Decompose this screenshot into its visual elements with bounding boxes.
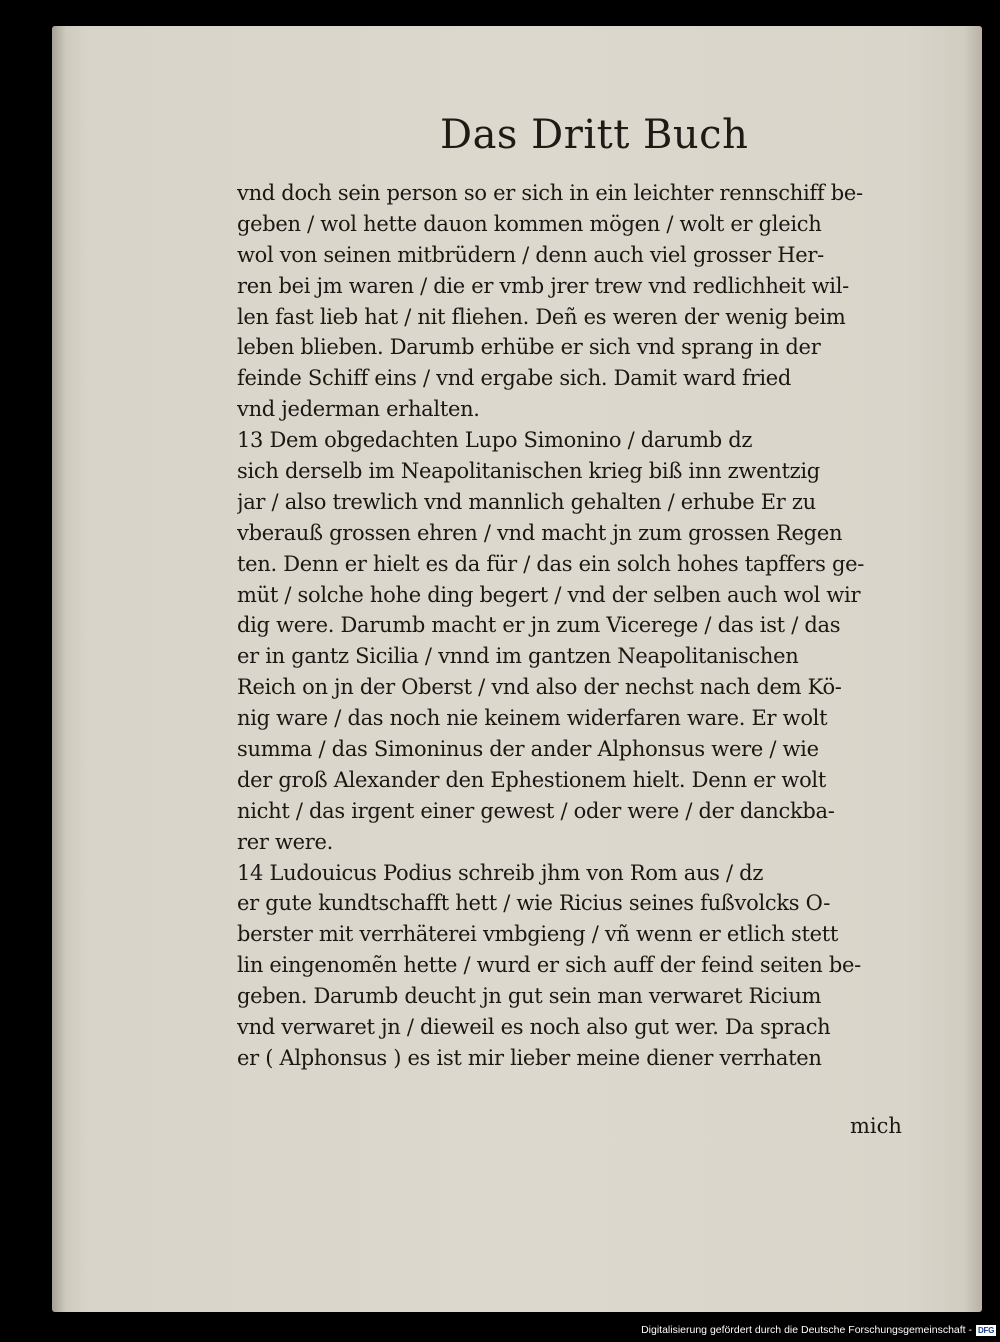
footer-bar (0, 1322, 1000, 1342)
funding-credit: Digitalisierung gefördert durch die Deutsche Forschungsgemeinschaft - (641, 1324, 972, 1336)
text-line: vnd doch sein person so er sich in ein leichter rennschiff be- (237, 181, 863, 205)
body-text (237, 178, 937, 1074)
text-line: er ( Alphonsus ) es ist mir lieber meine diener verrhaten (237, 1045, 822, 1070)
text-line: berster mit verrhäterei vmbgieng / vñ wenn er etlich stett (237, 922, 839, 947)
text-line: len fast lieb hat / nit fliehen. Deñ es weren der wenig beim (237, 304, 846, 329)
text-line: jar / also trewlich vnd mannlich gehalten / erhube Er zu (237, 489, 816, 514)
text-line: müt / solche hohe ding begert / vnd der selben auch wol wir (237, 582, 861, 607)
page-gutter-shadow (52, 26, 66, 1312)
text-line: 14 Ludouicus Podius schreib jhm von Rom aus / dz (237, 860, 764, 885)
running-head: Das Dritt Buch (440, 112, 749, 158)
text-line: er in gantz Sicilia / vnnd im gantzen Neapolitanischen (237, 644, 799, 669)
text-line: lin eingenomẽn hette / wurd er sich auff der feind seiten be- (237, 953, 861, 978)
text-line: summa / das Simoninus der ander Alphonsus were / wie (237, 737, 819, 762)
text-line: vberauß grossen ehren / vnd macht jn zum grossen Regen (237, 520, 843, 545)
catchword: mich (850, 1114, 902, 1138)
page-edge-shadow (964, 26, 982, 1312)
text-line: vnd jederman erhalten. (237, 397, 480, 422)
dfg-logo: DFG (978, 1326, 994, 1335)
text-line: feinde Schiff eins / vnd ergabe sich. Damit ward fried (237, 366, 792, 391)
text-line: 13 Dem obgedachten Lupo Simonino / darumb dz (237, 428, 753, 453)
text-line: ren bei jm waren / die er vmb jrer trew vnd redlichheit wil- (237, 273, 849, 298)
text-line: rer were. (237, 829, 334, 854)
text-line: vnd verwaret jn / dieweil es noch also gut wer. Da sprach (237, 1015, 831, 1040)
text-line: geben. Darumb deucht jn gut sein man verwaret Ricium (237, 984, 822, 1009)
text-line: Reich on jn der Oberst / vnd also der nechst nach dem Kö- (237, 675, 842, 700)
text-line: wol von seinen mitbrüdern / denn auch viel grosser Her- (237, 242, 824, 267)
text-line: geben / wol hette dauon kommen mögen / wolt er gleich (237, 211, 822, 236)
text-line: der groß Alexander den Ephestionem hielt. Denn er wolt (237, 767, 826, 792)
text-line: er gute kundtschafft hett / wie Ricius seines fußvolcks O- (237, 891, 831, 916)
text-line: dig were. Darumb macht er jn zum Vicerege / das ist / das (237, 613, 841, 638)
text-line: nicht / das irgent einer gewest / oder were / der danckba- (237, 798, 835, 823)
text-line: ten. Denn er hielt es da für / das ein solch hohes tapffers ge- (237, 551, 865, 576)
text-line: nig ware / das noch nie keinem widerfaren ware. Er wolt (237, 706, 828, 731)
text-line: sich derselb im Neapolitanischen krieg biß inn zwentzig (237, 459, 820, 484)
text-line: leben blieben. Darumb erhübe er sich vnd sprang in der (237, 335, 821, 360)
